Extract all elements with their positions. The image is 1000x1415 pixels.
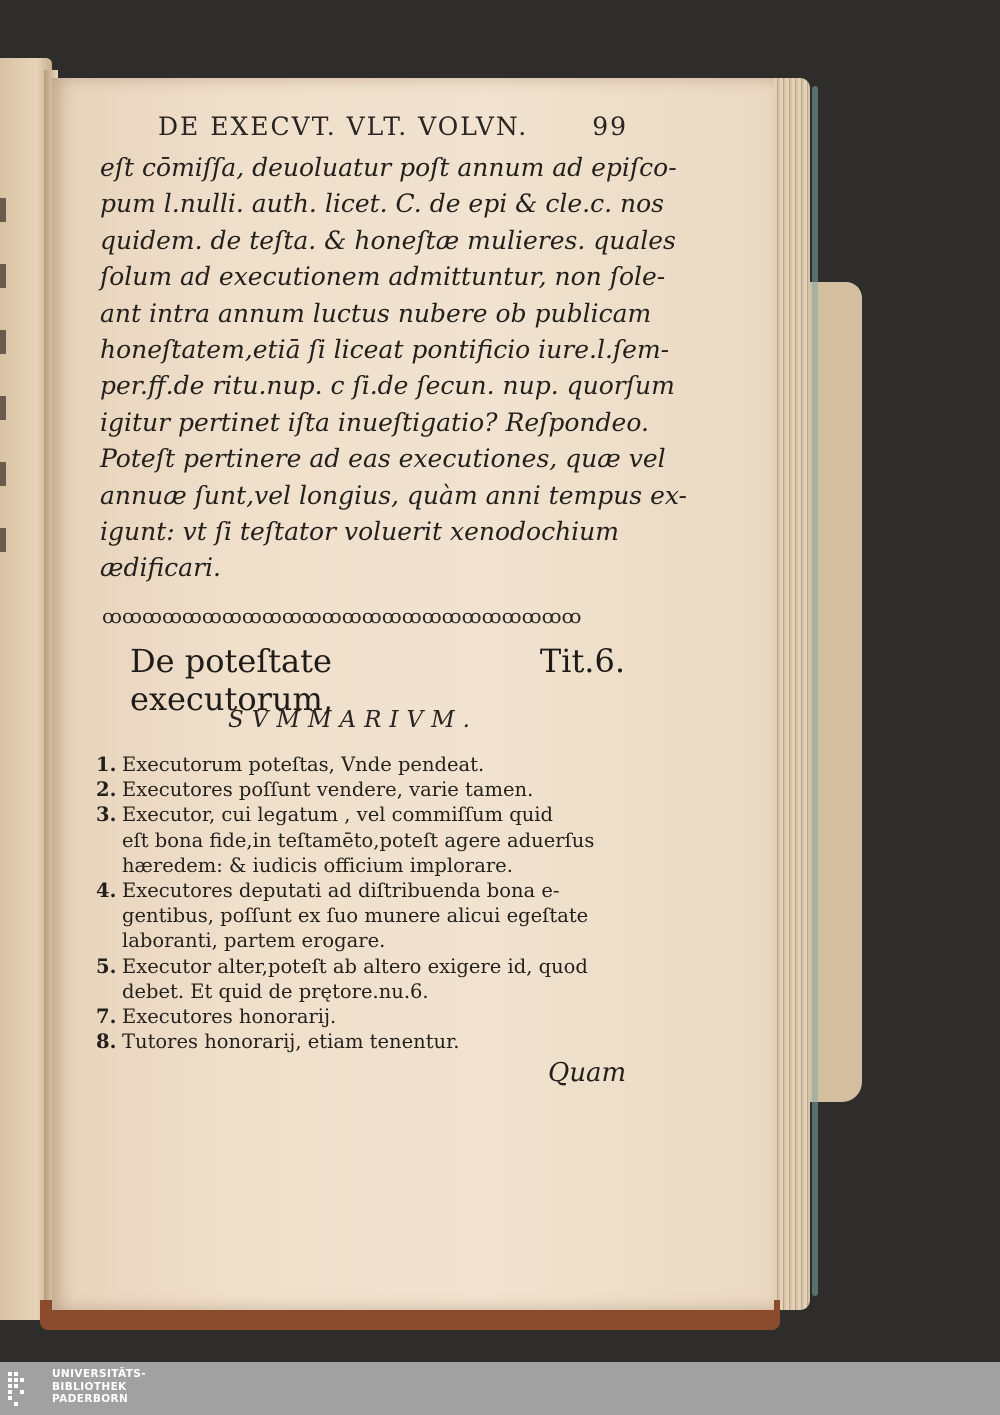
summary-item-line: eſt bona fide,in teſtamēto,poteſt agere aduerſus bbox=[122, 828, 595, 852]
summary-item bbox=[96, 752, 626, 777]
summary-item-line: Executor alter,poteſt ab altero exigere id, quod bbox=[122, 954, 588, 978]
running-header bbox=[158, 112, 628, 141]
page-stack-edges bbox=[768, 78, 810, 1310]
summary-item-line: Executor, cui legatum , vel commiſſum quid bbox=[122, 803, 553, 827]
body-line: Poteſt pertinere ad eas executiones, quæ vel bbox=[100, 444, 666, 474]
summary-item-line: Executorum poteſtas, Vnde pendeat. bbox=[122, 753, 485, 776]
summary-item-line: Tutores honorarij, etiam tenentur. bbox=[122, 1030, 460, 1054]
body-paragraph bbox=[100, 150, 687, 587]
summary-item-line: debet. Et quid de prętore.nu.6. bbox=[122, 979, 429, 1003]
logo-line: UNIVERSITÄTS- bbox=[52, 1368, 147, 1380]
body-line: igitur pertinet iſta inueſtigatio? Reſpondeo. bbox=[100, 407, 649, 437]
body-line: quidem. de teſta. & honeſtæ mulieres. quales bbox=[100, 225, 676, 255]
section-title-text: De poteſtate executorum, bbox=[130, 642, 333, 718]
section-tit-number: Tit.6. bbox=[539, 642, 625, 680]
body-line: ſolum ad executionem admittuntur, non ſole- bbox=[100, 262, 666, 292]
summary-item-number: 5. bbox=[96, 954, 117, 978]
summary-item bbox=[96, 802, 626, 878]
library-logo-text bbox=[52, 1368, 146, 1406]
running-title: DE EXECVT. VLT. VOLVN. bbox=[158, 112, 529, 141]
summary-item-number: 3. bbox=[96, 803, 117, 827]
summary-item-line: laboranti, partem erogare. bbox=[122, 929, 386, 953]
summary-item bbox=[96, 777, 626, 802]
summary-item-line: Executores deputati ad diſtribuenda bona e- bbox=[122, 879, 560, 903]
summary-item-line: Executores honorarij. bbox=[122, 1005, 337, 1029]
summary-item bbox=[96, 1004, 626, 1029]
body-line: eſt cōmiſſa, deuoluatur poſt annum ad epiſco- bbox=[100, 153, 677, 182]
left-page-text-fragments bbox=[0, 198, 12, 594]
library-logo-icon bbox=[6, 1368, 44, 1408]
logo-line: BIBLIOTHEK bbox=[52, 1380, 127, 1393]
summary-item bbox=[96, 878, 626, 954]
body-line: ædificari. bbox=[100, 553, 221, 583]
summary-item-number: 4. bbox=[96, 879, 117, 903]
summary-item-number: 2. bbox=[96, 778, 117, 802]
summary-heading: SVMMARIVM. bbox=[228, 707, 478, 733]
ornamental-divider: ꝏꝏꝏꝏꝏꝏꝏꝏꝏꝏꝏꝏꝏꝏꝏꝏꝏꝏꝏꝏꝏꝏꝏꝏ bbox=[102, 604, 582, 626]
body-line: annuæ ſunt,vel longius, quàm anni tempus ex- bbox=[100, 480, 687, 510]
summary-item bbox=[96, 1029, 626, 1054]
summary-item bbox=[96, 954, 626, 1004]
body-line: ant intra annum luctus nubere ob publicam bbox=[100, 298, 652, 328]
body-line: igunt: vt ſi teſtator voluerit xenodochium bbox=[100, 517, 619, 547]
page-number: 99 bbox=[592, 112, 628, 141]
body-line: honeſtatem,etiā ſi liceat pontificio iure.l.ſem- bbox=[100, 335, 670, 365]
logo-line: PADERBORN bbox=[52, 1393, 129, 1405]
summary-list bbox=[96, 752, 626, 1054]
library-footer-bar bbox=[0, 1362, 1000, 1415]
body-line: pum l.nulli. auth. licet. C. de epi & cle.c. nos bbox=[100, 189, 664, 219]
body-line: per.ff.de ritu.nup. c ſi.de ſecun. nup. quorſum bbox=[100, 371, 675, 401]
summary-item-number: 8. bbox=[96, 1030, 117, 1054]
summary-item-number: 1. bbox=[96, 753, 117, 776]
summary-item-number: 7. bbox=[96, 1005, 117, 1029]
catchword: Quam bbox=[548, 1058, 627, 1088]
summary-item-line: gentibus, poſſunt ex ſuo munere alicui egeſtate bbox=[122, 904, 589, 928]
summary-item-line: hæredem: & iudicis officium implorare. bbox=[122, 853, 513, 877]
summary-item-line: Executores poſſunt vendere, varie tamen. bbox=[122, 778, 534, 802]
